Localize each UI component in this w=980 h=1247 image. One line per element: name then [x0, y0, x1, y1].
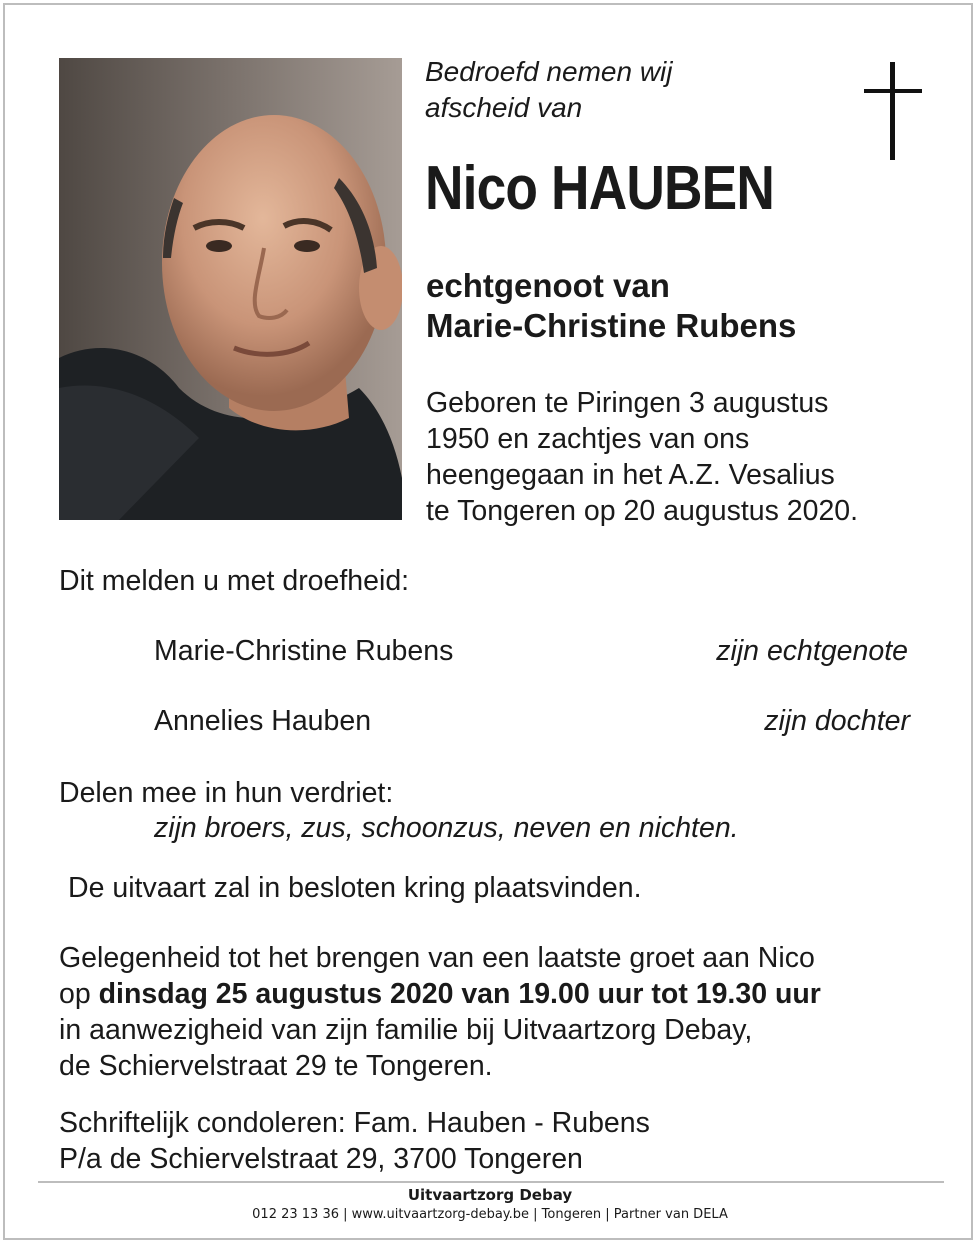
- mourner-relation: zijn echtgenote: [716, 635, 908, 667]
- intro-line: Bedroefd nemen wij: [425, 56, 673, 87]
- birth-line: heengegaan in het A.Z. Vesalius: [426, 459, 835, 491]
- visitation-block: [59, 940, 821, 1084]
- deceased-name: Nico HAUBEN: [425, 154, 774, 223]
- intro-text: [425, 54, 672, 126]
- footer-company: Uitvaartzorg Debay: [407, 1186, 573, 1204]
- cross-icon: [864, 62, 922, 160]
- funeral-note: De uitvaart zal in besloten kring plaatsvinden.: [68, 872, 642, 904]
- mourner-name: Marie-Christine Rubens: [154, 635, 454, 667]
- visitation-line: de Schiervelstraat 29 te Tongeren.: [59, 1050, 493, 1082]
- visitation-line: in aanwezigheid van zijn familie bij Uitvaartzorg Debay,: [59, 1014, 753, 1046]
- visitation-datetime: dinsdag 25 augustus 2020 van 19.00 uur tot 19.30 uur: [98, 978, 821, 1010]
- portrait-photo: [59, 58, 402, 520]
- spouse-line: echtgenoot van: [426, 267, 670, 304]
- mourner-relation: zijn dochter: [764, 705, 910, 737]
- visitation-line: Gelegenheid tot het brengen van een laatste groet aan Nico: [59, 942, 815, 974]
- birth-line: Geboren te Piringen 3 augustus: [426, 387, 829, 419]
- birth-line: 1950 en zachtjes van ons: [426, 423, 750, 455]
- birth-line: te Tongeren op 20 augustus 2020.: [426, 495, 859, 527]
- birth-death-info: [426, 385, 858, 529]
- intro-line: afscheid van: [425, 92, 583, 123]
- share-heading: Delen mee in hun verdriet:: [59, 777, 394, 809]
- footer-divider: [38, 1181, 944, 1183]
- condolence-line: P/a de Schiervelstraat 29, 3700 Tongeren: [59, 1143, 583, 1175]
- condolence-line: Schriftelijk condoleren: Fam. Hauben - Rubens: [59, 1107, 650, 1139]
- spouse-line: Marie-Christine Rubens: [426, 307, 797, 344]
- mourner-name: Annelies Hauben: [154, 705, 372, 737]
- announce-heading: Dit melden u met droefheid:: [59, 565, 410, 597]
- footer-contact-info: 012 23 13 36 | www.uitvaartzorg-debay.be | Tongeren | Partner van DELA: [252, 1207, 728, 1222]
- visitation-line: [59, 976, 821, 1012]
- spouse-block: [426, 266, 796, 346]
- visitation-prefix: op: [59, 978, 99, 1010]
- share-list: zijn broers, zus, schoonzus, neven en nichten.: [154, 812, 739, 844]
- condolence-block: [59, 1105, 650, 1177]
